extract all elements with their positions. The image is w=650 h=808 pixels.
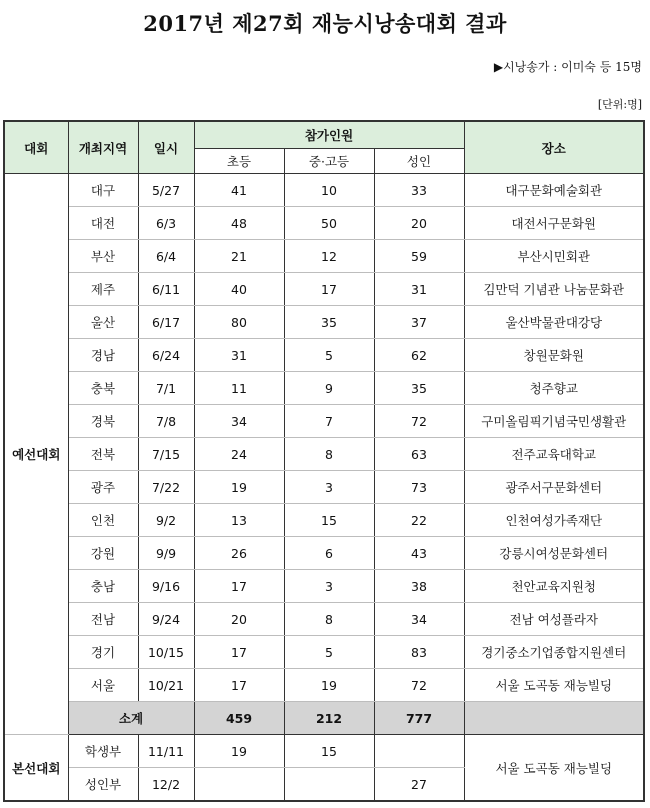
venue-cell: 서울 도곡동 재능빌딩 bbox=[464, 669, 644, 702]
elementary-cell: 40 bbox=[194, 273, 284, 306]
adult-cell: 43 bbox=[374, 537, 464, 570]
region-cell: 충북 bbox=[68, 372, 138, 405]
elementary-cell: 48 bbox=[194, 207, 284, 240]
middle-high-cell bbox=[284, 768, 374, 802]
venue-cell: 전남 여성플라자 bbox=[464, 603, 644, 636]
adult-cell: 27 bbox=[374, 768, 464, 802]
header-participants: 참가인원 bbox=[194, 121, 464, 149]
middle-high-cell: 19 bbox=[284, 669, 374, 702]
table-row bbox=[4, 207, 644, 240]
header-row bbox=[4, 121, 644, 149]
venue-cell: 대구문화예술회관 bbox=[464, 174, 644, 207]
date-cell: 7/8 bbox=[138, 405, 194, 438]
middle-high-cell: 6 bbox=[284, 537, 374, 570]
adult-cell: 31 bbox=[374, 273, 464, 306]
event-label-prelim: 예선대회 bbox=[4, 174, 68, 735]
venue-cell: 강릉시여성문화센터 bbox=[464, 537, 644, 570]
date-cell: 6/11 bbox=[138, 273, 194, 306]
region-cell: 부산 bbox=[68, 240, 138, 273]
header-event: 대회 bbox=[4, 121, 68, 174]
middle-high-cell: 5 bbox=[284, 636, 374, 669]
venue-cell: 창원문화원 bbox=[464, 339, 644, 372]
results-table bbox=[3, 120, 645, 802]
elementary-cell: 19 bbox=[194, 735, 284, 768]
venue-cell: 인천여성가족재단 bbox=[464, 504, 644, 537]
header-middle-high: 중·고등 bbox=[284, 149, 374, 174]
region-cell: 충남 bbox=[68, 570, 138, 603]
middle-high-cell: 17 bbox=[284, 273, 374, 306]
venue-cell: 김만덕 기념관 나눔문화관 bbox=[464, 273, 644, 306]
event-label-final: 본선대회 bbox=[4, 735, 68, 802]
region-cell: 제주 bbox=[68, 273, 138, 306]
region-cell: 성인부 bbox=[68, 768, 138, 802]
elementary-cell: 17 bbox=[194, 570, 284, 603]
adult-cell: 72 bbox=[374, 405, 464, 438]
region-cell: 학생부 bbox=[68, 735, 138, 768]
date-cell: 11/11 bbox=[138, 735, 194, 768]
date-cell: 6/24 bbox=[138, 339, 194, 372]
middle-high-cell: 5 bbox=[284, 339, 374, 372]
venue-cell: 광주서구문화센터 bbox=[464, 471, 644, 504]
region-cell: 서울 bbox=[68, 669, 138, 702]
subtotal-row bbox=[4, 702, 644, 735]
region-cell: 광주 bbox=[68, 471, 138, 504]
date-cell: 10/15 bbox=[138, 636, 194, 669]
date-cell: 9/2 bbox=[138, 504, 194, 537]
middle-high-cell: 12 bbox=[284, 240, 374, 273]
table-row bbox=[4, 504, 644, 537]
table-row bbox=[4, 405, 644, 438]
elementary-cell: 17 bbox=[194, 669, 284, 702]
note-text: ▶시낭송가 : 이미숙 등 15명 bbox=[493, 60, 642, 74]
adult-cell: 33 bbox=[374, 174, 464, 207]
middle-high-cell: 15 bbox=[284, 504, 374, 537]
header-adult: 성인 bbox=[374, 149, 464, 174]
page-title: 2017년 제27회 재능시낭송대회 결과 bbox=[143, 11, 507, 36]
region-cell: 울산 bbox=[68, 306, 138, 339]
middle-high-cell: 212 bbox=[284, 702, 374, 735]
middle-high-cell: 50 bbox=[284, 207, 374, 240]
adult-cell: 35 bbox=[374, 372, 464, 405]
date-cell: 7/15 bbox=[138, 438, 194, 471]
date-cell: 9/16 bbox=[138, 570, 194, 603]
region-cell: 경북 bbox=[68, 405, 138, 438]
elementary-cell: 31 bbox=[194, 339, 284, 372]
middle-high-cell: 7 bbox=[284, 405, 374, 438]
elementary-cell bbox=[194, 768, 284, 802]
venue-cell bbox=[464, 702, 644, 735]
table-row bbox=[4, 735, 644, 768]
venue-cell: 부산시민회관 bbox=[464, 240, 644, 273]
table-row bbox=[4, 438, 644, 471]
region-cell: 전북 bbox=[68, 438, 138, 471]
table-row bbox=[4, 636, 644, 669]
adult-cell: 38 bbox=[374, 570, 464, 603]
middle-high-cell: 9 bbox=[284, 372, 374, 405]
adult-cell: 22 bbox=[374, 504, 464, 537]
adult-cell: 59 bbox=[374, 240, 464, 273]
header-venue: 장소 bbox=[464, 121, 644, 174]
date-cell: 6/3 bbox=[138, 207, 194, 240]
header-region: 개최지역 bbox=[68, 121, 138, 174]
adult-cell: 63 bbox=[374, 438, 464, 471]
region-cell: 인천 bbox=[68, 504, 138, 537]
unit-label: [단위:명] bbox=[597, 98, 642, 111]
date-cell: 6/17 bbox=[138, 306, 194, 339]
middle-high-cell: 3 bbox=[284, 570, 374, 603]
venue-cell: 경기중소기업종합지원센터 bbox=[464, 636, 644, 669]
adult-cell: 777 bbox=[374, 702, 464, 735]
venue-cell: 청주향교 bbox=[464, 372, 644, 405]
table-row bbox=[4, 537, 644, 570]
date-cell: 9/24 bbox=[138, 603, 194, 636]
elementary-cell: 459 bbox=[194, 702, 284, 735]
table-row bbox=[4, 174, 644, 207]
elementary-cell: 24 bbox=[194, 438, 284, 471]
elementary-cell: 17 bbox=[194, 636, 284, 669]
date-cell: 6/4 bbox=[138, 240, 194, 273]
table-row bbox=[4, 471, 644, 504]
table-row bbox=[4, 570, 644, 603]
middle-high-cell: 10 bbox=[284, 174, 374, 207]
adult-cell: 83 bbox=[374, 636, 464, 669]
elementary-cell: 19 bbox=[194, 471, 284, 504]
region-cell: 대구 bbox=[68, 174, 138, 207]
adult-cell bbox=[374, 735, 464, 768]
header-date: 일시 bbox=[138, 121, 194, 174]
region-cell: 대전 bbox=[68, 207, 138, 240]
elementary-cell: 20 bbox=[194, 603, 284, 636]
elementary-cell: 21 bbox=[194, 240, 284, 273]
adult-cell: 72 bbox=[374, 669, 464, 702]
elementary-cell: 13 bbox=[194, 504, 284, 537]
region-cell: 경남 bbox=[68, 339, 138, 372]
adult-cell: 73 bbox=[374, 471, 464, 504]
middle-high-cell: 15 bbox=[284, 735, 374, 768]
venue-cell: 구미올림픽기념국민생활관 bbox=[464, 405, 644, 438]
venue-cell: 천안교육지원청 bbox=[464, 570, 644, 603]
subtotal-label: 소계 bbox=[68, 702, 194, 735]
table-row bbox=[4, 306, 644, 339]
venue-cell: 서울 도곡동 재능빌딩 bbox=[464, 735, 644, 802]
middle-high-cell: 8 bbox=[284, 603, 374, 636]
venue-cell: 대전서구문화원 bbox=[464, 207, 644, 240]
elementary-cell: 80 bbox=[194, 306, 284, 339]
region-cell: 강원 bbox=[68, 537, 138, 570]
table-row bbox=[4, 372, 644, 405]
region-cell: 전남 bbox=[68, 603, 138, 636]
middle-high-cell: 35 bbox=[284, 306, 374, 339]
adult-cell: 34 bbox=[374, 603, 464, 636]
date-cell: 7/1 bbox=[138, 372, 194, 405]
elementary-cell: 26 bbox=[194, 537, 284, 570]
table-row bbox=[4, 669, 644, 702]
date-cell: 5/27 bbox=[138, 174, 194, 207]
middle-high-cell: 8 bbox=[284, 438, 374, 471]
date-cell: 9/9 bbox=[138, 537, 194, 570]
date-cell: 10/21 bbox=[138, 669, 194, 702]
table-row bbox=[4, 240, 644, 273]
date-cell: 12/2 bbox=[138, 768, 194, 802]
date-cell: 7/22 bbox=[138, 471, 194, 504]
venue-cell: 전주교육대학교 bbox=[464, 438, 644, 471]
header-elementary: 초등 bbox=[194, 149, 284, 174]
elementary-cell: 34 bbox=[194, 405, 284, 438]
elementary-cell: 11 bbox=[194, 372, 284, 405]
adult-cell: 37 bbox=[374, 306, 464, 339]
venue-cell: 울산박물관대강당 bbox=[464, 306, 644, 339]
table-row bbox=[4, 273, 644, 306]
table-row bbox=[4, 339, 644, 372]
elementary-cell: 41 bbox=[194, 174, 284, 207]
adult-cell: 62 bbox=[374, 339, 464, 372]
table-row bbox=[4, 603, 644, 636]
middle-high-cell: 3 bbox=[284, 471, 374, 504]
adult-cell: 20 bbox=[374, 207, 464, 240]
region-cell: 경기 bbox=[68, 636, 138, 669]
